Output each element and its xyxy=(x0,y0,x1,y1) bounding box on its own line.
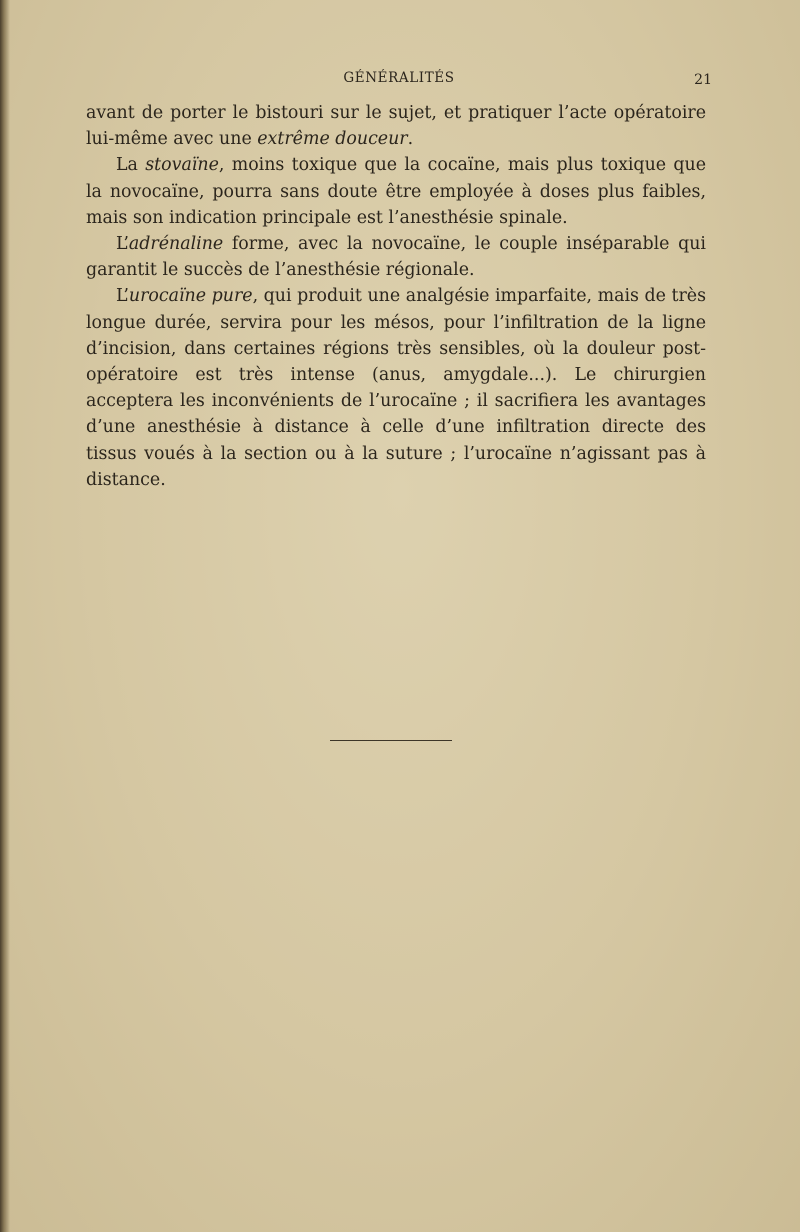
paragraph-adrenaline xyxy=(86,231,706,283)
text-run: L’ xyxy=(116,286,129,307)
text-run: forme, avec la novocaïne, le couple inséparable qui garantit le succès de l’anesthésie régionale. xyxy=(86,234,706,281)
binding-shadow xyxy=(0,0,10,1232)
text-run: . xyxy=(407,129,414,150)
paragraph-continuation xyxy=(86,100,706,152)
italic-term: extrême douceur xyxy=(257,129,408,150)
paragraph-stovaine xyxy=(86,152,706,231)
italic-term: stovaïne xyxy=(145,155,219,176)
body-text xyxy=(86,100,706,493)
section-end-rule xyxy=(330,740,452,741)
page-number: 21 xyxy=(694,72,712,88)
text-run: , qui produit une analgésie imparfaite, mais de très longue durée, servira pour les mésos, pour l’infiltration de la ligne d’incision, dans certaines régions très sensibles, où la douleur post-opératoire est très intense (anus, amygdale...). Le chirurgien acceptera les inconvénients de l’urocaïne ; il sacrifiera les avantages d’une anesthésie à distance à celle d’une infiltration directe des tissus voués à la section ou à la suture ; l’urocaïne n’agissant pas à distance. xyxy=(86,286,706,490)
italic-term: adrénaline xyxy=(128,234,224,255)
text-run: La xyxy=(116,155,146,176)
page-header xyxy=(86,70,712,94)
italic-term: urocaïne pure xyxy=(128,286,253,307)
text-run: avant de porter le bistouri sur le sujet, et pratiquer l’acte opératoire lui-même avec une xyxy=(86,103,706,150)
text-run: , moins toxique que la cocaïne, mais plus toxique que la novocaïne, pourra sans doute être employée à doses plus faibles, mais son indication principale est l’anesthésie spinale. xyxy=(86,155,706,228)
running-title: GÉNÉRALITÉS xyxy=(343,70,455,86)
paragraph-urocaine xyxy=(86,283,706,493)
text-run: L’ xyxy=(116,234,129,255)
